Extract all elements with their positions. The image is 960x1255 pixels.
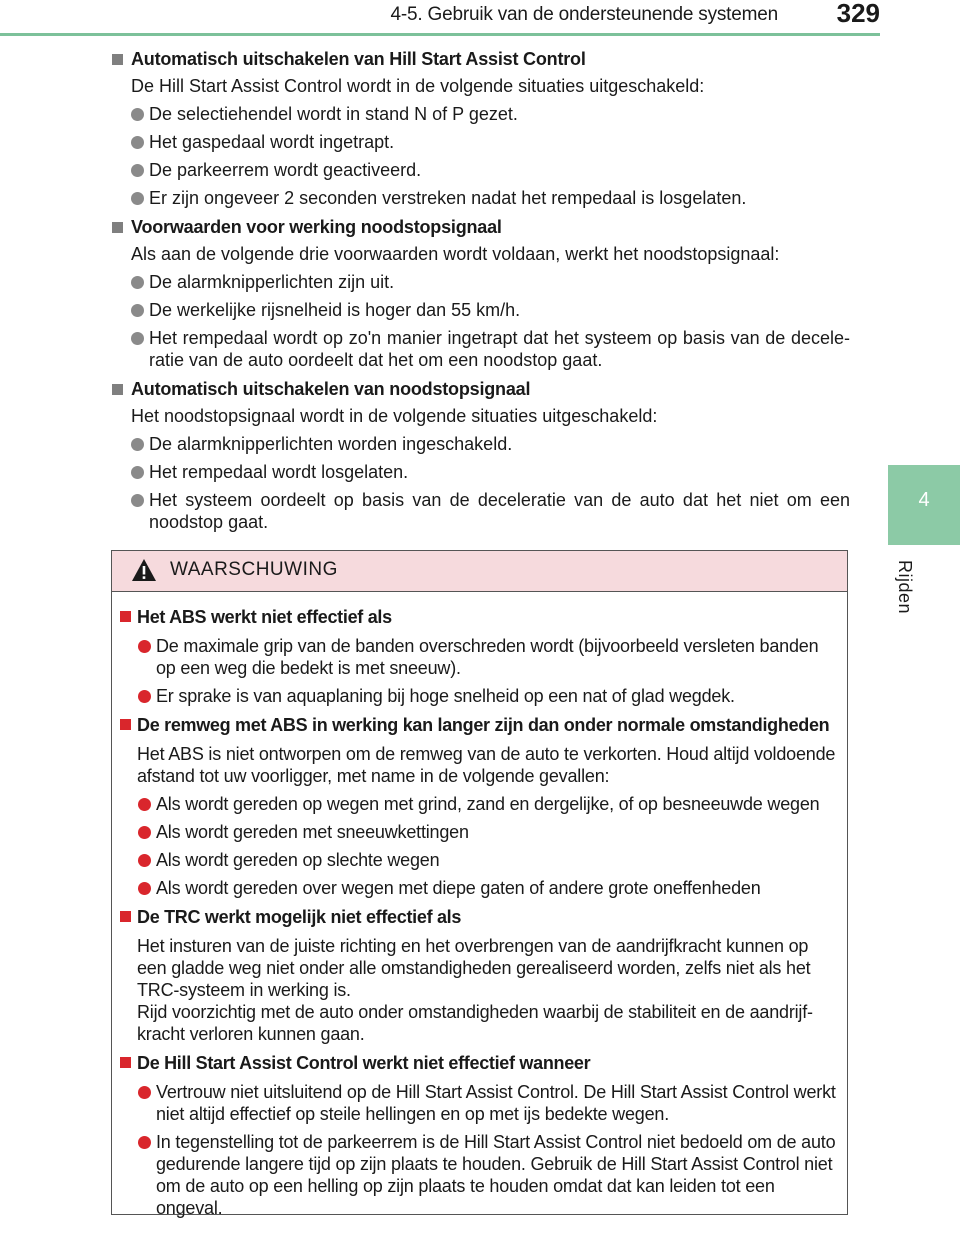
list-item: Er zijn ongeveer 2 seconden verstreken nadat het rempedaal is losgelaten. xyxy=(110,187,850,209)
round-bullet-icon xyxy=(138,640,151,653)
list-item: Het gaspedaal wordt ingetrapt. xyxy=(110,131,850,153)
round-bullet-icon xyxy=(138,1136,151,1149)
round-bullet-icon xyxy=(138,798,151,811)
warning-item: Vertrouw niet uitsluitend op de Hill Start Assist Control. De Hill Start Assist Control werkt niet altijd effectief op steile hellingen en op met ijs bedekte wegen. xyxy=(118,1081,839,1125)
warning-body xyxy=(112,592,847,1219)
square-bullet-icon xyxy=(120,719,131,730)
list-item: De alarmknipperlichten worden ingeschakeld. xyxy=(110,433,850,455)
square-bullet-icon xyxy=(120,611,131,622)
main-content xyxy=(110,47,850,539)
list-item: De parkeerrem wordt geactiveerd. xyxy=(110,159,850,181)
list-item: De selectiehendel wordt in stand N of P gezet. xyxy=(110,103,850,125)
warning-intro: Het ABS is niet ontworpen om de remweg van de auto te verkorten. Houd altijd voldoende afstand tot uw voorligger, met name in de volgende gevallen: xyxy=(137,744,836,786)
round-bullet-icon xyxy=(131,276,144,289)
warning-item: De maximale grip van de banden overschreden wordt (bijvoorbeeld versleten banden op een weg die bedekt is met sneeuw). xyxy=(118,635,839,679)
section-title: 4-5. Gebruik van de ondersteunende systemen xyxy=(390,4,778,25)
square-bullet-icon xyxy=(112,54,123,65)
round-bullet-icon xyxy=(131,438,144,451)
page-header xyxy=(0,0,960,34)
chapter-label: Rijden xyxy=(895,560,915,615)
header-rule xyxy=(0,33,880,36)
round-bullet-icon xyxy=(131,136,144,149)
warning-heading: De remweg met ABS in werking kan langer zijn dan onder normale omstandigheden xyxy=(118,713,839,737)
warning-title: WAARSCHUWING xyxy=(170,559,338,580)
section-heading: Automatisch uitschakelen van Hill Start Assist Control xyxy=(110,47,850,71)
round-bullet-icon xyxy=(131,466,144,479)
list-item: Het rempedaal wordt losgelaten. xyxy=(110,461,850,483)
warning-item: Er sprake is van aquaplaning bij hoge snelheid op een nat of glad wegdek. xyxy=(118,685,839,707)
round-bullet-icon xyxy=(138,854,151,867)
warning-item: Als wordt gereden op slechte wegen xyxy=(118,849,839,871)
warning-item: Als wordt gereden over wegen met diepe gaten of andere grote oneffenheden xyxy=(118,877,839,899)
list-item: Het systeem oordeelt op basis van de deceleratie van de auto dat het niet om een noodstop gaat. xyxy=(110,489,850,533)
square-bullet-icon xyxy=(112,384,123,395)
section-intro: Als aan de volgende drie voorwaarden wordt voldaan, werkt het noodstopsignaal: xyxy=(131,244,780,264)
section-heading: Voorwaarden voor werking noodstopsignaal xyxy=(110,215,850,239)
warning-triangle-icon xyxy=(131,558,157,582)
section-intro: Het noodstopsignaal wordt in de volgende situaties uitgeschakeld: xyxy=(131,406,658,426)
round-bullet-icon xyxy=(131,108,144,121)
warning-item: Als wordt gereden met sneeuwkettingen xyxy=(118,821,839,843)
warning-item: Als wordt gereden op wegen met grind, zand en dergelijke, of op besneeuwde wegen xyxy=(118,793,839,815)
section-intro: De Hill Start Assist Control wordt in de volgende situaties uitgeschakeld: xyxy=(131,76,705,96)
warning-box xyxy=(111,550,848,1218)
list-item: De werkelijke rijsnelheid is hoger dan 55 km/h. xyxy=(110,299,850,321)
list-item: De alarmknipperlichten zijn uit. xyxy=(110,271,850,293)
warning-intro: Rijd voorzichtig met de auto onder omstandigheden waarbij de stabiliteit en de aandrijf-kracht verloren kunnen gaan. xyxy=(137,1002,813,1044)
square-bullet-icon xyxy=(120,911,131,922)
square-bullet-icon xyxy=(112,222,123,233)
round-bullet-icon xyxy=(138,1086,151,1099)
round-bullet-icon xyxy=(131,332,144,345)
warning-item: In tegenstelling tot de parkeerrem is de Hill Start Assist Control niet bedoeld om de auto gedurende langere tijd op zijn plaats te houden. Gebruik de Hill Start Assist Control niet om de auto op een helling op zijn plaats te houden omdat dat kan leiden tot een ongeval. xyxy=(118,1131,839,1219)
round-bullet-icon xyxy=(138,826,151,839)
warning-header xyxy=(112,551,847,592)
warning-intro: Het insturen van de juiste richting en het overbrengen van de aandrijfkracht kunnen op een gladde weg niet onder alle omstandigheden gerealiseerd worden, zelfs niet als het TRC-systeem in werking is. xyxy=(137,936,811,1000)
section-heading: Automatisch uitschakelen van noodstopsignaal xyxy=(110,377,850,401)
round-bullet-icon xyxy=(131,192,144,205)
round-bullet-icon xyxy=(131,304,144,317)
round-bullet-icon xyxy=(131,164,144,177)
square-bullet-icon xyxy=(120,1057,131,1068)
round-bullet-icon xyxy=(138,690,151,703)
round-bullet-icon xyxy=(131,494,144,507)
chapter-tab: 4 xyxy=(888,465,960,545)
warning-heading: De TRC werkt mogelijk niet effectief als xyxy=(118,905,839,929)
warning-heading: Het ABS werkt niet effectief als xyxy=(118,605,839,629)
page-number: 329 xyxy=(836,0,880,28)
list-item: Het rempedaal wordt op zo'n manier ingetrapt dat het systeem op basis van de decele-ratie van de auto oordeelt dat het om een noodstop gaat. xyxy=(110,327,850,371)
warning-heading: De Hill Start Assist Control werkt niet effectief wanneer xyxy=(118,1051,839,1075)
round-bullet-icon xyxy=(138,882,151,895)
